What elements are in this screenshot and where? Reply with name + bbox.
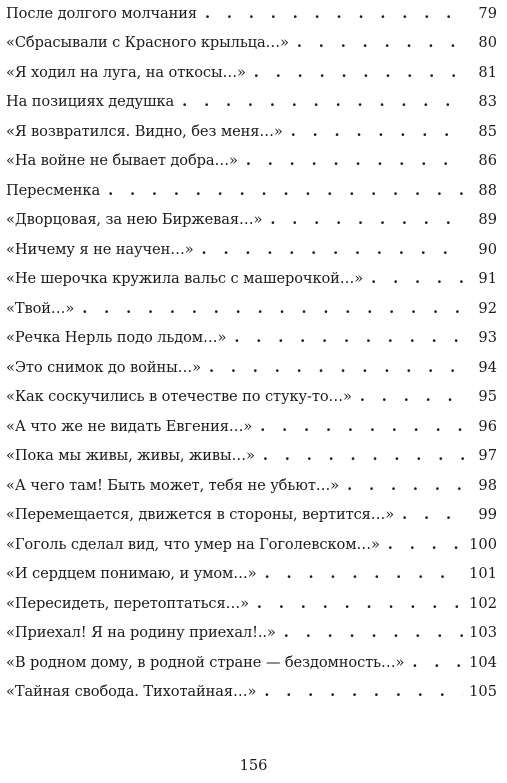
- toc-entry-title: Пересменка: [6, 182, 101, 199]
- dot-leader: [262, 682, 463, 702]
- dot-leader: [289, 122, 465, 142]
- toc-entry-page: 85: [478, 123, 497, 140]
- toc-entry: [6, 413, 497, 437]
- toc-entry-page: 93: [478, 329, 497, 346]
- toc-entry-page: 94: [478, 359, 497, 376]
- toc-entry-title: «Твой…»: [6, 300, 75, 317]
- toc-entry-page: 90: [478, 241, 497, 258]
- dot-leader: [200, 240, 465, 260]
- toc-entry-page: 102: [469, 595, 497, 612]
- dot-leader: [400, 505, 465, 525]
- toc-entry-title: «Не шерочка кружила вальс с машерочкой…»: [6, 270, 364, 287]
- dot-leader: [203, 4, 465, 24]
- toc-entry-title: «А что же не видать Евгения…»: [6, 418, 253, 435]
- toc-entry: [6, 590, 497, 614]
- toc-entry-title: «В родном дому, в родной стране — бездомность…»: [6, 654, 405, 671]
- dot-leader: [232, 328, 465, 348]
- dot-leader: [263, 564, 464, 584]
- toc-entry: [6, 472, 497, 496]
- toc-entry: [6, 531, 497, 555]
- toc-entry-page: 92: [478, 300, 497, 317]
- dot-leader: [80, 299, 465, 319]
- toc-entry: [6, 59, 497, 83]
- toc-entry: [6, 177, 497, 201]
- dot-leader: [369, 269, 465, 289]
- page-number: 156: [239, 757, 268, 774]
- toc-entry: [6, 442, 497, 466]
- dot-leader: [261, 446, 465, 466]
- toc-entry-title: «Я ходил на луга, на откосы…»: [6, 64, 246, 81]
- toc-entry-title: «Пока мы живы, живы, живы…»: [6, 447, 255, 464]
- dot-leader: [386, 535, 463, 555]
- toc-entry: [6, 29, 497, 53]
- toc-entry-title: «Речка Нерль подо льдом…»: [6, 329, 227, 346]
- toc-entry: [6, 147, 497, 171]
- toc-entry-page: 86: [478, 152, 497, 169]
- toc-entry-title: На позициях дедушка: [6, 93, 175, 110]
- toc-entry-page: 101: [469, 565, 497, 582]
- dot-leader: [258, 417, 465, 437]
- dot-leader: [255, 594, 463, 614]
- toc-entry: [6, 649, 497, 673]
- dot-leader: [268, 210, 465, 230]
- dot-leader: [358, 387, 465, 407]
- toc-entry-title: «Пересидеть, перетоптаться…»: [6, 595, 249, 612]
- toc-entry-title: «Как соскучились в отечестве по стуку-то…»: [6, 388, 352, 405]
- toc-entry: [6, 501, 497, 525]
- dot-leader: [106, 181, 465, 201]
- toc-entry: [6, 118, 497, 142]
- toc-entry-title: «Перемещается, движется в стороны, вертится…»: [6, 506, 395, 523]
- dot-leader: [244, 151, 465, 171]
- toc-entry-title: «А чего там! Быть может, тебя не убьют…»: [6, 477, 340, 494]
- toc-entry-title: После долгого молчания: [6, 5, 197, 22]
- toc-entry: [6, 236, 497, 260]
- toc-entry-page: 103: [469, 624, 497, 641]
- dot-leader: [345, 476, 465, 496]
- toc-entry-title: «И сердцем понимаю, и умом…»: [6, 565, 257, 582]
- dot-leader: [180, 92, 465, 112]
- toc-entry-page: 97: [478, 447, 497, 464]
- toc-entry: [6, 265, 497, 289]
- toc-entry-title: «Это снимок до войны…»: [6, 359, 201, 376]
- dot-leader: [282, 623, 463, 643]
- dot-leader: [207, 358, 465, 378]
- dot-leader: [295, 33, 465, 53]
- toc-entry-page: 81: [478, 64, 497, 81]
- toc-entry: [6, 206, 497, 230]
- toc-entry-title: «На войне не бывает добра…»: [6, 152, 238, 169]
- toc-entry-page: 95: [478, 388, 497, 405]
- toc-entry: [6, 678, 497, 702]
- toc-entry: [6, 88, 497, 112]
- toc-entry: [6, 324, 497, 348]
- toc-entry-page: 83: [478, 93, 497, 110]
- toc-entry: [6, 560, 497, 584]
- dot-leader: [252, 63, 465, 83]
- toc-entry: [6, 354, 497, 378]
- toc-entry-title: «Дворцовая, за нею Биржевая…»: [6, 211, 263, 228]
- toc-entry: [6, 295, 497, 319]
- toc-entry-page: 104: [469, 654, 497, 671]
- toc-entry-page: 99: [478, 506, 497, 523]
- dot-leader: [410, 653, 463, 673]
- toc-entry-title: «Я возвратился. Видно, без меня…»: [6, 123, 283, 140]
- toc-entry-title: «Гоголь сделал вид, что умер на Гоголевском…»: [6, 536, 380, 553]
- toc-entry-page: 88: [478, 182, 497, 199]
- toc-entry-page: 79: [478, 5, 497, 22]
- toc-entry-page: 80: [478, 34, 497, 51]
- toc-entry-page: 105: [469, 683, 497, 700]
- toc-entry-page: 91: [478, 270, 497, 287]
- toc-entry-page: 89: [478, 211, 497, 228]
- toc-entry-page: 100: [469, 536, 497, 553]
- toc-entry-title: «Тайная свобода. Тихотайная…»: [6, 683, 257, 700]
- toc-entry: [6, 0, 497, 24]
- toc-entry-title: «Сбрасывали с Красного крыльца…»: [6, 34, 289, 51]
- toc-entry-title: «Ничему я не научен…»: [6, 241, 194, 258]
- toc-entry-title: «Приехал! Я на родину приехал!..»: [6, 624, 276, 641]
- toc-entry: [6, 619, 497, 643]
- toc-entry-page: 98: [478, 477, 497, 494]
- toc-entry-page: 96: [478, 418, 497, 435]
- toc-entry: [6, 383, 497, 407]
